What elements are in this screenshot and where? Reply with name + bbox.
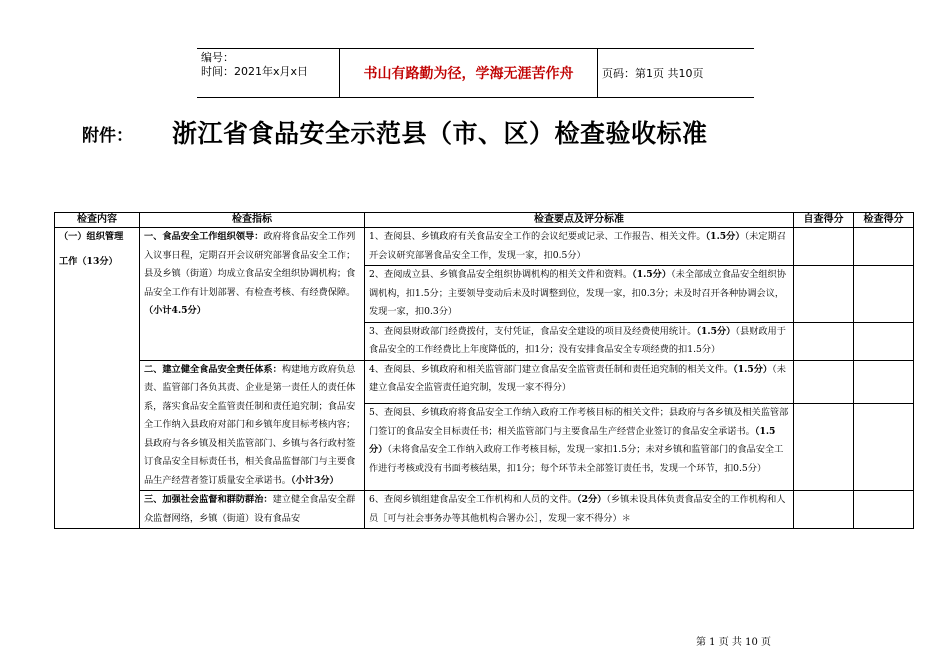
criteria-deduction: （未建立食品安全监管责任追究制，发现一家不得分）: [369, 363, 786, 393]
criteria-text: 6、查阅乡镇组建食品安全工作机构和人员的文件。: [369, 494, 577, 505]
self-score-cell[interactable]: [794, 404, 854, 491]
header-check-score: 检查得分: [854, 213, 914, 228]
indicator-body: 建立健全食品安全群众监督网络，乡镇（街道）设有食品安: [144, 494, 356, 524]
section-cell: [55, 228, 140, 529]
indicator-body: 构建地方政府负总责、监管部门各负其责、企业是第一责任人的责任体系，落实食品安全监管责任制和责任追究制；食品安全工作纳入县政府对部门和乡镇年度目标考核内容；县政府与各乡镇及相关监管部门、乡镇与各行政村签订食品安全目标责任书，相关食品监督部门与主要食品生产经营者签订质量安全承诺书。: [144, 363, 356, 486]
criteria-deduction: （未定期召开会议研究部署食品安全工作，发现一家，扣0.5分）: [369, 231, 786, 261]
table-row: [55, 228, 914, 266]
indicator-cell: [140, 491, 365, 529]
self-score-cell[interactable]: [794, 228, 854, 266]
self-score-cell[interactable]: [794, 266, 854, 323]
check-score-cell[interactable]: [854, 228, 914, 266]
criteria-score: （1.5分）: [733, 363, 773, 375]
criteria-score: （2分）: [576, 494, 607, 505]
header-indicator: 检查指标: [140, 213, 365, 228]
standards-table: [54, 212, 914, 529]
page-footer: 第 1 页 共 10 页: [696, 637, 771, 648]
self-score-cell[interactable]: [794, 360, 854, 404]
section-name: （一）组织管理: [59, 231, 124, 242]
header-page-info: 页码：第1页 共10页: [602, 67, 704, 80]
header-self-score: 自查得分: [794, 213, 854, 228]
indicator-title: 一、食品安全工作组织领导：: [144, 231, 264, 242]
header-content: 检查内容: [55, 213, 140, 228]
criteria-cell: [365, 266, 794, 323]
table-row: [55, 491, 914, 529]
criteria-deduction: （乡镇未设具体负责食品安全的工作机构和人员［可与社会事务办等其他机构合署办公］，发现一家不得分）＊: [369, 494, 786, 524]
document-number-label: 编号：: [201, 51, 234, 64]
check-score-cell[interactable]: [854, 360, 914, 404]
page-title: 浙江省食品安全示范县（市、区）检查验收标准: [172, 119, 708, 148]
criteria-score: （1.5分）: [632, 269, 672, 280]
attachment-label: 附件：: [82, 126, 133, 146]
table-row: [55, 360, 914, 404]
section-score: 工作（13分）: [59, 255, 118, 267]
criteria-deduction: （县财政用于食品安全的工作经费比上年度降低的，扣1分；没有安排食品安全专项经费的扣1.5分）: [369, 325, 786, 355]
indicator-cell: [140, 228, 365, 361]
criteria-cell: [365, 228, 794, 266]
criteria-cell: [365, 404, 794, 491]
criteria-text: 3、查阅县财政部门经费拨付，支付凭证，食品安全建设的项目及经费使用统计。: [369, 325, 697, 337]
criteria-text: 1、查阅县、乡镇政府有关食品安全工作的会议纪要或记录、工作报告、相关文件。: [369, 231, 706, 242]
check-score-cell[interactable]: [854, 404, 914, 491]
document-time: 时间：2021年x月x日: [201, 65, 309, 78]
criteria-score: （1.5分）: [705, 231, 745, 242]
self-score-cell[interactable]: [794, 322, 854, 360]
criteria-cell: [365, 360, 794, 404]
criteria-score: （1.5分）: [369, 425, 776, 456]
criteria-text: 4、查阅县、乡镇政府和相关监管部门建立食品安全监管责任制和责任追究制的相关文件。: [369, 363, 734, 375]
check-score-cell[interactable]: [854, 266, 914, 323]
header-criteria: 检查要点及评分标准: [365, 213, 794, 228]
criteria-cell: [365, 322, 794, 360]
self-score-cell[interactable]: [794, 491, 854, 529]
indicator-subtotal: （小计4.5分）: [144, 305, 206, 316]
indicator-body: 政府将食品安全工作列入议事日程，定期召开会议研究部署食品安全工作；县及乡镇（街道）均成立食品安全组织协调机构；食品安全工作有计划部署、有检查考核、有经费保障。: [144, 231, 356, 298]
indicator-title: 二、建立健全食品安全责任体系：: [144, 363, 282, 375]
table-header-row: [55, 213, 914, 228]
indicator-cell: [140, 360, 365, 491]
criteria-text: 2、查阅成立县、乡镇食品安全组织协调机构的相关文件和资料。: [369, 269, 633, 280]
indicator-subtotal: （小计3分）: [291, 474, 339, 486]
check-score-cell[interactable]: [854, 491, 914, 529]
header-meta: [197, 49, 329, 97]
check-score-cell[interactable]: [854, 322, 914, 360]
criteria-deduction: （未全部成立食品安全组织协调机构，扣1.5分；主要领导变动后未及时调整到位，发现一家，扣0.3分；未及时召开各种协调会议，发现一家，扣0.3分）: [369, 269, 786, 317]
criteria-cell: [365, 491, 794, 529]
criteria-score: （1.5分）: [696, 325, 736, 337]
page-header: [197, 48, 754, 98]
indicator-title: 三、加强社会监督和群防群治：: [144, 494, 273, 505]
header-motto: 书山有路勤为径，学海无涯苦作舟: [339, 49, 598, 97]
criteria-deduction: （未将食品安全工作纳入政府工作考核目标，发现一家扣1.5分；未对乡镇和监管部门的食品安全工作进行考核或没有书面考核结果，扣1分；每个环节未全部签订责任书，发现一个环节，扣0.5分）: [369, 444, 784, 474]
criteria-text: 5、查阅县、乡镇政府将食品安全工作纳入政府工作考核目标的相关文件；县政府与各乡镇及相关监管部门签订的食品安全目标责任书；相关监管部门与主要食品生产经营企业签订的食品安全承诺书。: [369, 407, 789, 437]
